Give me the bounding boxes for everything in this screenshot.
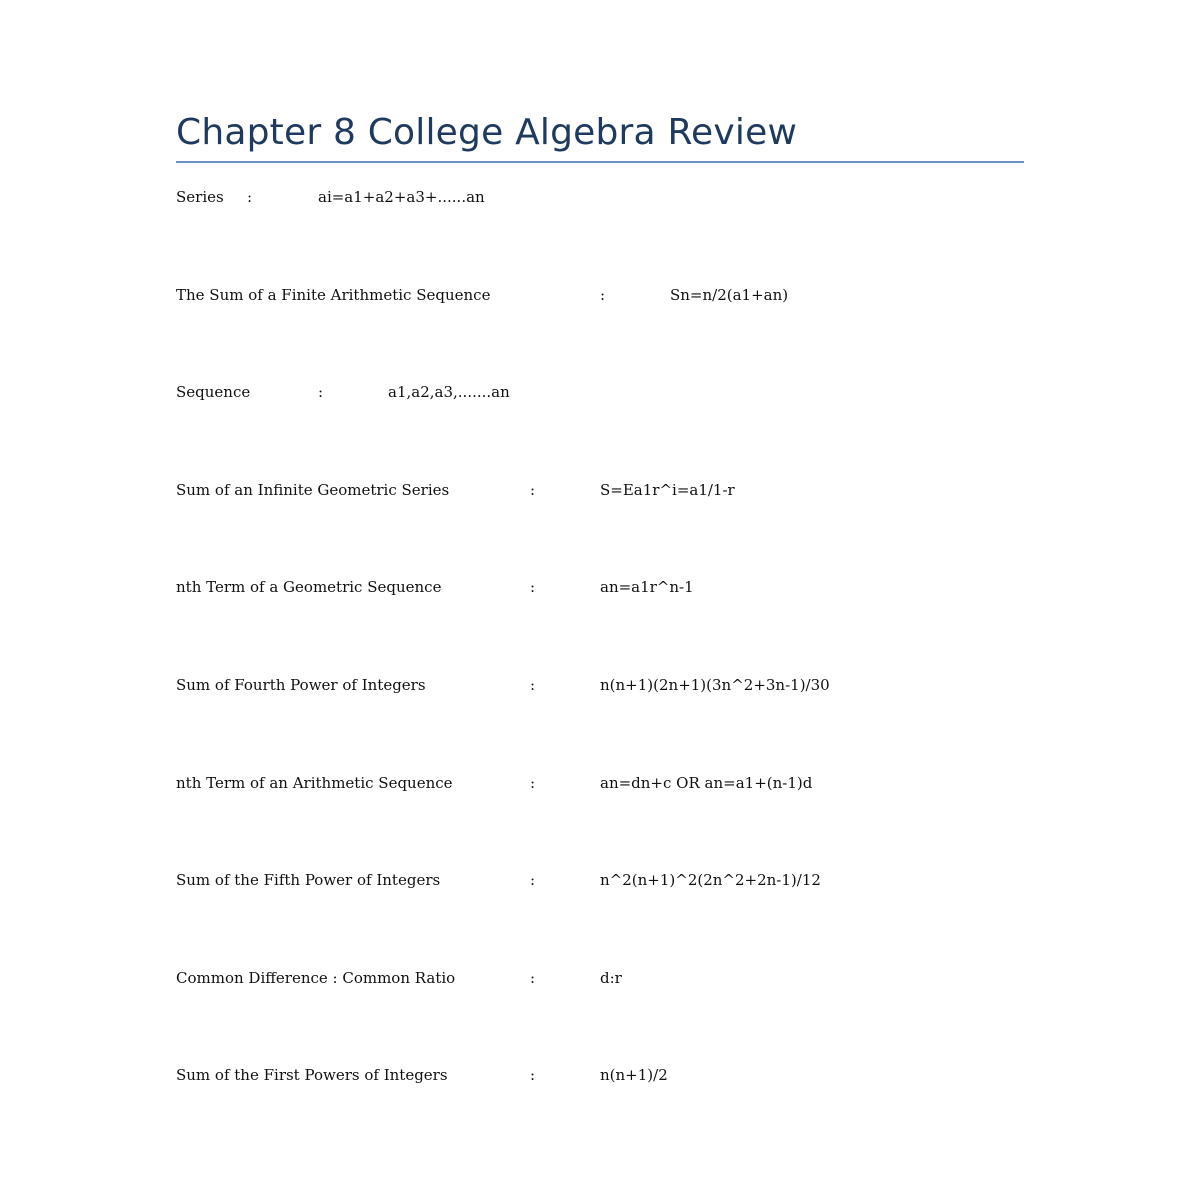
entry-arithmetic-nth-term bbox=[0, 771, 1200, 795]
separator: : bbox=[600, 286, 606, 304]
formula: d:r bbox=[600, 969, 622, 987]
separator: : bbox=[530, 774, 536, 792]
entry-sequence bbox=[0, 380, 1200, 404]
term-label: Sum of Fourth Power of Integers bbox=[176, 676, 426, 694]
separator: : bbox=[530, 871, 536, 889]
formula: an=dn+c OR an=a1+(n-1)d bbox=[600, 774, 813, 792]
entry-common-difference-ratio bbox=[0, 966, 1200, 990]
entry-series bbox=[0, 185, 1200, 209]
formula: n^2(n+1)^2(2n^2+2n-1)/12 bbox=[600, 871, 821, 889]
term-label: Common Difference : Common Ratio bbox=[176, 969, 456, 987]
term-label: Sequence bbox=[176, 383, 251, 401]
separator: : bbox=[318, 383, 324, 401]
term-label: Sum of the Fifth Power of Integers bbox=[176, 871, 441, 889]
page-title: Chapter 8 College Algebra Review bbox=[176, 112, 798, 153]
term-label: nth Term of a Geometric Sequence bbox=[176, 578, 442, 596]
separator: : bbox=[247, 188, 253, 206]
entry-finite-arithmetic-sum bbox=[0, 283, 1200, 307]
entry-fifth-power-sum bbox=[0, 868, 1200, 892]
entry-geometric-nth-term bbox=[0, 575, 1200, 599]
formula: an=a1r^n-1 bbox=[600, 578, 694, 596]
entry-first-powers-sum bbox=[0, 1063, 1200, 1087]
separator: : bbox=[530, 481, 536, 499]
formula: n(n+1)/2 bbox=[600, 1066, 668, 1084]
separator: : bbox=[530, 676, 536, 694]
formula: n(n+1)(2n+1)(3n^2+3n-1)/30 bbox=[600, 676, 830, 694]
separator: : bbox=[530, 1066, 536, 1084]
formula: a1,a2,a3,.......an bbox=[388, 383, 510, 401]
term-label: nth Term of an Arithmetic Sequence bbox=[176, 774, 453, 792]
term-label: The Sum of a Finite Arithmetic Sequence bbox=[176, 286, 491, 304]
formula: ai=a1+a2+a3+......an bbox=[318, 188, 485, 206]
separator: : bbox=[530, 969, 536, 987]
entry-infinite-geometric-sum bbox=[0, 478, 1200, 502]
separator: : bbox=[530, 578, 536, 596]
formula: Sn=n/2(a1+an) bbox=[670, 286, 789, 304]
term-label: Sum of an Infinite Geometric Series bbox=[176, 481, 450, 499]
entry-fourth-power-sum bbox=[0, 673, 1200, 697]
term-label: Sum of the First Powers of Integers bbox=[176, 1066, 448, 1084]
formula: S=Ea1r^i=a1/1-r bbox=[600, 481, 735, 499]
title-underline bbox=[176, 161, 1024, 163]
term-label: Series bbox=[176, 188, 224, 206]
